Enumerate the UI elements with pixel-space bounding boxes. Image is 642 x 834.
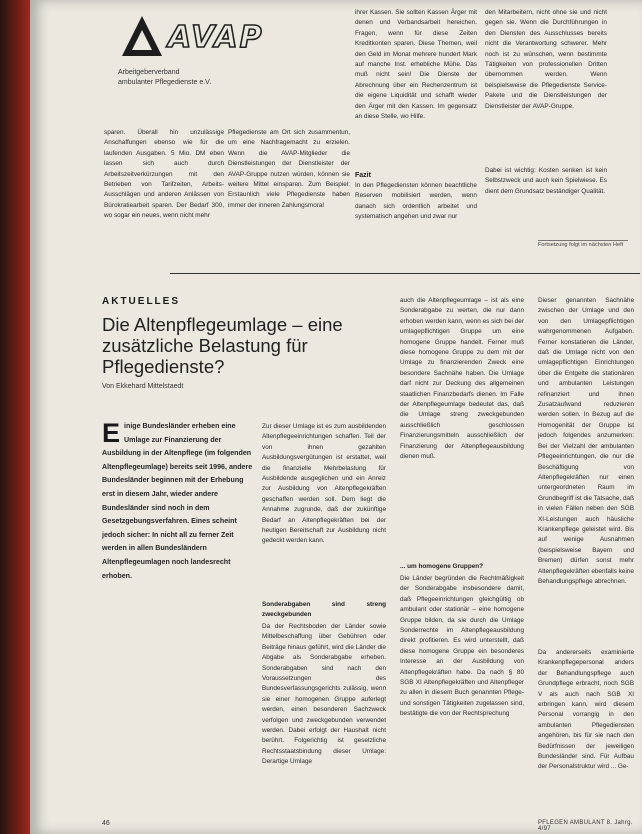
section-kicker: AKTUELLES xyxy=(102,296,180,307)
top-article-column-1: sparen. Überall hin unzulässige Anschaffungen ebenso wie für die laufenden Ausgaben. 5 Mio. DM eben lassen sich auch durch Arbeitszeitverkürzungen mit den Betrieben von Tarifzeiten, Arbeits-Ausschlägen und anderen Anlässen von Bürokratiearbeit sparen. Der Bedarf 300, wo sogar ein neues, wenn nicht mehr xyxy=(104,129,224,220)
magazine-page xyxy=(30,0,642,834)
article-column-3-text-b: Die Länder begründen die Rechtmäßigkeit der Sonderabgabe insbesondere damit, daß Pflegeeinrichtungen gleichgültig ob ambulant oder stationär – eine homogene Gruppe bilden, da sie durch die Umlage Sonderrechte im Altenpflegeausbildung direkt profitieren. Es wird unterstellt, daß diese homogene Gruppe ein besonderes Interesse an der Ausbildung von Altenpflegekräften habe. Da nach § 80 SGB XI Altenpflegekräften und Altenpfleger zu allen in diesem Buch genannten Pflege- und sonstigen Tätigkeiten zugelassen sind, bestätigte die von der Rechtsprechung xyxy=(400,575,524,718)
top-article-column-4-text: den Mitarbeitern, nicht ohne sie und nicht gegen sie. Wenn die Durchführungen in den Diensten des Ausschlusses bereits nicht die Verantwortung schwerer. Mehr noch ist zu wünschen, wenn bestimmte Tätigkeiten von professionellen Dritten übernommen werden. Wenn beispielsweise die Pflegedienste Service-Pakete und die Dienstleistungen der Dienstleister der AVAP-Gruppe. xyxy=(485,9,607,110)
article-column-2-text-a: Zur dieser Umlage ist es zum ausbildenden Altenpflegeeinrichtungen schaffen. Teil der von ihnen gezahlten Ausbildungsvergütungen ist erstattet, weil die finanzielle Mehrbelastung für Ausbildende ausgeglichen und ein Anreiz zur Ausbildung von Altenpflegekräften geschaffen werden soll. Dem liegt die Annahme zugrunde, daß der zukünftige Bedarf an Altenpflegekräften bei der heutigen Bereitschaft zur Ausbildung nicht gedeckt werden kann. xyxy=(262,423,386,545)
fazit-heading: Fazit xyxy=(355,172,371,179)
top-article-column-4 xyxy=(485,8,607,246)
drop-cap: E xyxy=(102,418,121,448)
book-spine xyxy=(0,0,30,834)
triangle-logo-icon xyxy=(120,14,164,58)
article-author: Von Ekkehard Mittelstaedt xyxy=(102,383,184,390)
magazine-footer: PFLEGEN AMBULANT 8. Jahrg. 4/97 xyxy=(538,820,633,832)
subheading-sonderabgaben: Sonderabgaben sind streng zweckgebunden xyxy=(262,601,386,619)
lead-paragraph xyxy=(102,420,254,583)
logo-subtitle-2: ambulanter Pflegedienste e.V. xyxy=(118,79,212,86)
article-title: Die Altenpflegeumlage – eine zusätzliche Belastung für Pflegedienste? xyxy=(102,314,343,377)
subheading-homogene-gruppen: ... um homogene Gruppen? xyxy=(400,563,484,570)
article-column-3-text-a: auch die Altenpflegeumlage – ist als eine Sonderabgabe zu werten, die nur dann erhoben werden kann, wenn es sich bei der umlagepflichtigen Gruppe um eine homogene Gruppe handelt. Ferner muß diese homogene Gruppe zu dem mit der Umlage zu finanzierenden Zweck eine besondere Sachnähe haben. Die Umlage darf nicht zur Deckung des allgemeinen staatlichen Finanzbedarfs dienen. Im Falle der Altenpflegeumlage bedeutet das, daß die Umlage streng zweckgebunden ausschließlich geschlossen Finanzierungsmitteln ausschließlich der Finanzierung der Altenpflegeausbildung dienen muß. xyxy=(400,297,524,461)
article-column-4-text-b: Da andererseits examinierte Krankenpflegepersonal anders der Behandlungspflege auch Grundpflege erbracht, noch SGB V als auch nach SGB XI erbringen kann, wird diesem Personal vorrangig in den ambulanten Pflegediensten angehören, bis für sie nach den Bedürfnissen der jeweiligen Bundesländer sind. Für Aufbau der Personalstruktur wird ... Ge- xyxy=(538,649,634,771)
article-column-4 xyxy=(538,296,634,814)
logo-subtitle-1: Arbeitgeberverband xyxy=(118,69,180,76)
top-article-column-3 xyxy=(355,8,477,246)
top-article-column-2: Pflegedienste am Ort sich zusammentun, um eine Nachfragemacht zu erzielen. Wenn die AVAP-Mitglieder die Dienstleistungen der Dienstleister der AVAP-Gruppe nutzen würden, können sie weitere Mittel einsparen. Zum Beispiel: Erstaunlich viele Pflegedienste haben immer der inneren Zahlungsmoral xyxy=(228,129,350,209)
section-separator xyxy=(170,273,640,274)
page-number: 46 xyxy=(102,820,110,827)
article-column-2-text-b: Da der Rechtsboden der Länder sowie Mittelbeschaffung über Gebühren oder Beiträge hinaus geführt, wird die Länder die Abgabe als Sonderabgabe erheben. Sonderabgaben sind nach den Voraussetzungen des Bundesverfassungsgerichts zulässig, wenn sie einer homogenen Gruppe auferlegt werden, einen besonderen Sachzweck verfolgen und zweckgebunden verwendet werden. Dabei erfolgt der Haushalt nicht berührt. Folgerichtig ist gesetzliche Rechtsstaatsbindung dieser Umlage: Derartige Umlage xyxy=(262,623,386,766)
fazit-text: In den Pflegediensten können beachtliche Reserven mobilisiert werden, wenn danach sich ordentlich arbeitet und systematisch angehen und zwar nur xyxy=(355,182,477,221)
top-article-column-3-text: ihrer Kassen. Sie sollten Kassen Ärger mit denen und Verbandsarbeit hereichen. Fragen, wenn für diese Zeiten Kreditkonten sparen. Diese Themen, weil den Geld im Monat mehrere hundert Mark auf manche Inst. erhebliche Mühe. Das muß nicht sein! Die Dienste der Abrechnung über ein Rechenzentrum ist die eigene Liquidität und schafft wieder den Ärger mit den Kassen. Im gegensatz an diese Stelle, wo Hilfe. xyxy=(355,9,477,121)
lead-text: inige Bundesländer erheben eine Umlage zur Finanzierung der Ausbildung in der Altenpflege (im folgenden Altenpflegeumlage) bereits seit 1996, andere Bundesländer beginnen mit der Erhebung erst in diesem Jahr, wieder andere Bundesländer sind noch in dem Gesetzgebungsverfahren. Eines scheint jedoch sicher: In nicht all zu ferner Zeit werden in allen Bundesländern Altenpflegeumlagen noch landesrecht erhoben. xyxy=(102,422,253,580)
article-column-3 xyxy=(400,296,524,814)
article-column-2 xyxy=(262,422,386,814)
caption-rule xyxy=(538,240,628,241)
continuation-note: Fortsetzung folgt im nächsten Heft xyxy=(538,242,624,248)
avap-logo xyxy=(120,14,280,64)
logo-wordmark: AVAP xyxy=(168,20,264,55)
article-column-4-text-a: Dieser genannten Sachnähe zwischen der Umlage und den von den Umlagepflichtigen wahrgenommenen Aufgaben. Ferner konstatieren die Länder, daß die Umlage nicht von den umlagepflichtigen Einrichtungen über die Entgelte die stationären und ambulanten Leistungen refinanziert und ihnen Zusatzaufwand reduzieren werden sollen. In Bezug auf die Homogenität der Gruppe ist jedoch folgendes anzumerken: Bei der Vielzahl der ambulanten Pflegeeinrichtungen, die nur die Beschäftigung von Altenpflegekräften nur einen untergeordneten Raum im Grundbegriff ist die Tatsache, daß in vielen Fällen neben den SGB XI-Leistungen auch häusliche Krankenpflege geleistet wird. Bis auf wenige Ausnahmen (beispielsweise Bayern und Bremen) dürfen sonst mehr Altenpflegekräften ebenfalls keine Behandlungspflege abrechnen. xyxy=(538,297,634,585)
top-article-conclusion: Dabei ist wichtig: Kosten senken ist kein Selbstzweck und auch kein Spielwiese. Es dient dem Grundsatz beständiger Qualität. xyxy=(485,167,607,195)
